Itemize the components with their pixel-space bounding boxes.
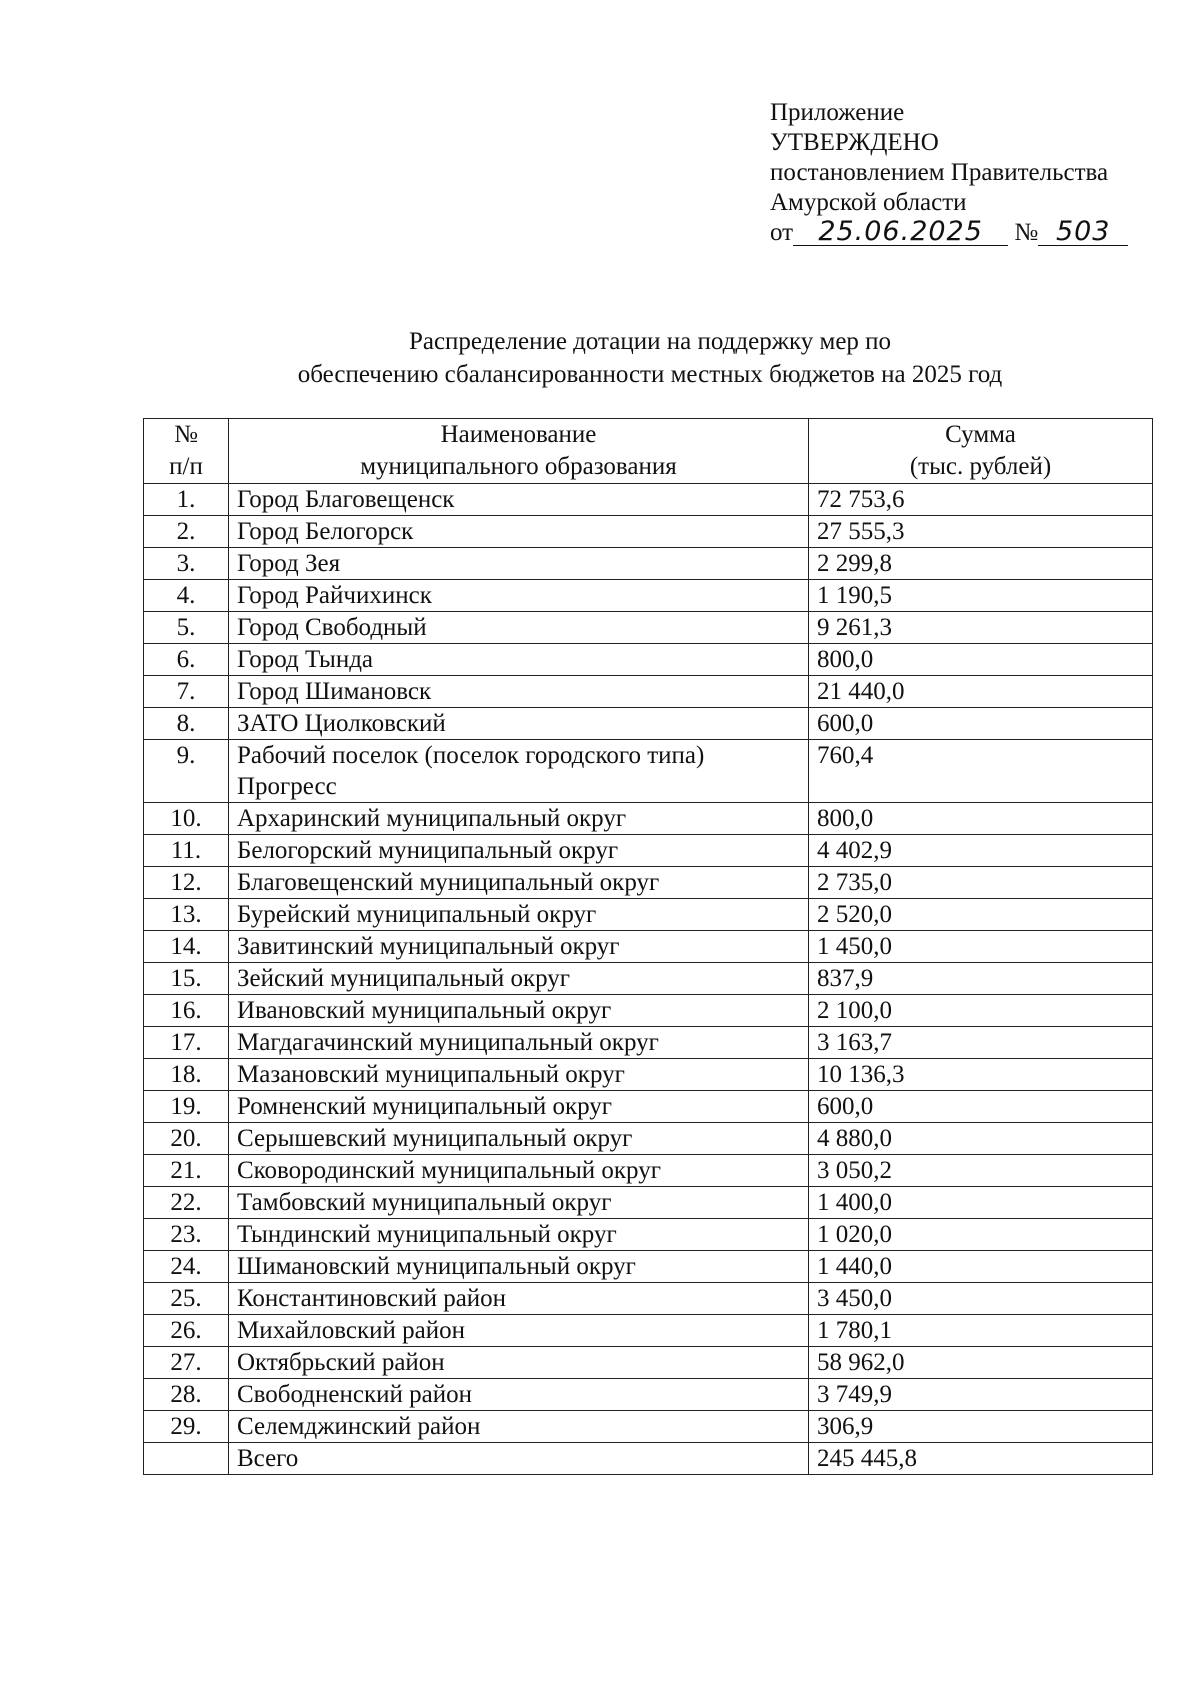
table-row: [144, 1123, 1153, 1155]
row-name: Архаринский муниципальный округ: [229, 803, 809, 835]
row-name: Мазановский муниципальный округ: [229, 1059, 809, 1091]
header-sum-line-2: (тыс. рублей): [909, 453, 1052, 480]
row-name: Завитинский муниципальный округ: [229, 931, 809, 963]
table-row: [144, 708, 1153, 740]
header-name-line-2: муниципального образования: [360, 453, 677, 480]
approval-resolution-label: постановлением Правительства: [770, 159, 1109, 186]
total-number: [144, 1443, 229, 1475]
row-number: 11.: [144, 835, 229, 867]
table-row: [144, 580, 1153, 612]
row-number: 24.: [144, 1251, 229, 1283]
table-row: [144, 1219, 1153, 1251]
row-sum: 4 402,9: [809, 835, 1153, 867]
row-sum: 800,0: [809, 644, 1153, 676]
row-sum: 72 753,6: [809, 484, 1153, 516]
row-number: 7.: [144, 676, 229, 708]
date-prefix: от: [770, 219, 794, 246]
row-number: 20.: [144, 1123, 229, 1155]
table-row: [144, 835, 1153, 867]
header-sum: [809, 419, 1153, 484]
row-sum: 1 780,1: [809, 1315, 1153, 1347]
row-sum: 837,9: [809, 963, 1153, 995]
row-number: 9.: [144, 740, 229, 803]
row-sum: 3 450,0: [809, 1283, 1153, 1315]
row-number: 25.: [144, 1283, 229, 1315]
row-name: Город Белогорск: [229, 516, 809, 548]
row-sum: 600,0: [809, 1091, 1153, 1123]
table-row: [144, 516, 1153, 548]
table-row: [144, 676, 1153, 708]
row-sum: 1 400,0: [809, 1187, 1153, 1219]
row-number: 26.: [144, 1315, 229, 1347]
row-number: 13.: [144, 899, 229, 931]
row-sum: 2 299,8: [809, 548, 1153, 580]
approval-appendix-label: Приложение: [770, 99, 905, 126]
table-row: [144, 995, 1153, 1027]
row-name: Шимановский муниципальный округ: [229, 1251, 809, 1283]
row-name: Город Свободный: [229, 612, 809, 644]
row-name: Бурейский муниципальный округ: [229, 899, 809, 931]
row-name: Город Райчихинск: [229, 580, 809, 612]
table-body: [144, 484, 1153, 1475]
row-number: 14.: [144, 931, 229, 963]
row-name: Сковородинский муниципальный округ: [229, 1155, 809, 1187]
row-name: Зейский муниципальный округ: [229, 963, 809, 995]
row-number: 19.: [144, 1091, 229, 1123]
table-row: [144, 803, 1153, 835]
table-row: [144, 1251, 1153, 1283]
header-sum-line-1: Сумма: [945, 421, 1016, 448]
row-number: 28.: [144, 1379, 229, 1411]
header-number-line-2: п/п: [169, 453, 203, 480]
table-row: [144, 740, 1153, 803]
row-name: Константиновский район: [229, 1283, 809, 1315]
row-sum: 1 450,0: [809, 931, 1153, 963]
table-row: [144, 1155, 1153, 1187]
row-name: Тамбовский муниципальный округ: [229, 1187, 809, 1219]
row-sum: 1 020,0: [809, 1219, 1153, 1251]
row-sum: 4 880,0: [809, 1123, 1153, 1155]
table-total-row: [144, 1443, 1153, 1475]
row-name: Октябрьский район: [229, 1347, 809, 1379]
table-row: [144, 931, 1153, 963]
row-number: 1.: [144, 484, 229, 516]
row-sum: 58 962,0: [809, 1347, 1153, 1379]
table-row: [144, 1379, 1153, 1411]
table-row: [144, 899, 1153, 931]
row-sum: 306,9: [809, 1411, 1153, 1443]
row-sum: 3 163,7: [809, 1027, 1153, 1059]
row-sum: 3 749,9: [809, 1379, 1153, 1411]
row-number: 3.: [144, 548, 229, 580]
row-sum: 9 261,3: [809, 612, 1153, 644]
row-number: 2.: [144, 516, 229, 548]
approval-region-label: Амурской области: [770, 189, 967, 216]
row-sum: 10 136,3: [809, 1059, 1153, 1091]
row-number: 4.: [144, 580, 229, 612]
approval-approved-label: УТВЕРЖДЕНО: [770, 129, 939, 156]
table-row: [144, 1411, 1153, 1443]
row-number: 18.: [144, 1059, 229, 1091]
document-title-line-1: Распределение дотации на поддержку мер по: [408, 328, 892, 355]
row-number: 10.: [144, 803, 229, 835]
row-name: Рабочий поселок (поселок городского типа) Прогресс: [229, 740, 809, 803]
row-name: Ивановский муниципальный округ: [229, 995, 809, 1027]
row-name: Серышевский муниципальный округ: [229, 1123, 809, 1155]
table-row: [144, 1283, 1153, 1315]
table-header-row: [144, 419, 1153, 484]
table-row: [144, 612, 1153, 644]
header-name: [229, 419, 809, 484]
table-row: [144, 1059, 1153, 1091]
row-name: Ромненский муниципальный округ: [229, 1091, 809, 1123]
number-prefix: №: [1014, 219, 1039, 246]
table-row: [144, 644, 1153, 676]
approval-date-number-line: [770, 218, 1128, 248]
row-sum: 600,0: [809, 708, 1153, 740]
row-number: 22.: [144, 1187, 229, 1219]
row-sum: 1 440,0: [809, 1251, 1153, 1283]
row-number: 16.: [144, 995, 229, 1027]
row-name: Селемджинский район: [229, 1411, 809, 1443]
table-row: [144, 548, 1153, 580]
row-name: Белогорский муниципальный округ: [229, 835, 809, 867]
row-number: 8.: [144, 708, 229, 740]
table-row: [144, 1347, 1153, 1379]
table-row: [144, 963, 1153, 995]
handwritten-date: 25.06.2025: [793, 219, 1008, 246]
row-name: Город Тында: [229, 644, 809, 676]
row-sum: 21 440,0: [809, 676, 1153, 708]
header-number-line-1: №: [174, 421, 198, 448]
row-number: 21.: [144, 1155, 229, 1187]
handwritten-number: 503: [1038, 219, 1128, 246]
header-number: [144, 419, 229, 484]
row-number: 5.: [144, 612, 229, 644]
total-label: Всего: [229, 1443, 809, 1475]
distribution-table: [143, 418, 1153, 1475]
row-number: 15.: [144, 963, 229, 995]
row-sum: 800,0: [809, 803, 1153, 835]
row-number: 6.: [144, 644, 229, 676]
row-number: 12.: [144, 867, 229, 899]
row-number: 27.: [144, 1347, 229, 1379]
table-row: [144, 1187, 1153, 1219]
row-sum: 2 100,0: [809, 995, 1153, 1027]
row-sum: 2 520,0: [809, 899, 1153, 931]
table-row: [144, 484, 1153, 516]
row-name: Тындинский муниципальный округ: [229, 1219, 809, 1251]
row-name: Михайловский район: [229, 1315, 809, 1347]
table-row: [144, 867, 1153, 899]
row-sum: 1 190,5: [809, 580, 1153, 612]
row-name: Благовещенский муниципальный округ: [229, 867, 809, 899]
row-sum: 27 555,3: [809, 516, 1153, 548]
approval-block: [770, 98, 1128, 248]
document-title-line-2: обеспечению сбалансированности местных бюджетов на 2025 год: [297, 361, 1003, 388]
row-name: Город Зея: [229, 548, 809, 580]
row-name: Город Шимановск: [229, 676, 809, 708]
row-name: ЗАТО Циолковский: [229, 708, 809, 740]
row-number: 29.: [144, 1411, 229, 1443]
row-name: Магдагачинский муниципальный округ: [229, 1027, 809, 1059]
table-row: [144, 1315, 1153, 1347]
row-number: 23.: [144, 1219, 229, 1251]
row-sum: 3 050,2: [809, 1155, 1153, 1187]
table-row: [144, 1027, 1153, 1059]
row-name: Город Благовещенск: [229, 484, 809, 516]
table-row: [144, 1091, 1153, 1123]
row-sum: 2 735,0: [809, 867, 1153, 899]
header-name-line-1: Наименование: [440, 421, 597, 448]
row-sum: 760,4: [809, 740, 1153, 803]
row-number: 17.: [144, 1027, 229, 1059]
document-title: [150, 325, 1150, 391]
total-sum: 245 445,8: [809, 1443, 1153, 1475]
row-name: Свободненский район: [229, 1379, 809, 1411]
